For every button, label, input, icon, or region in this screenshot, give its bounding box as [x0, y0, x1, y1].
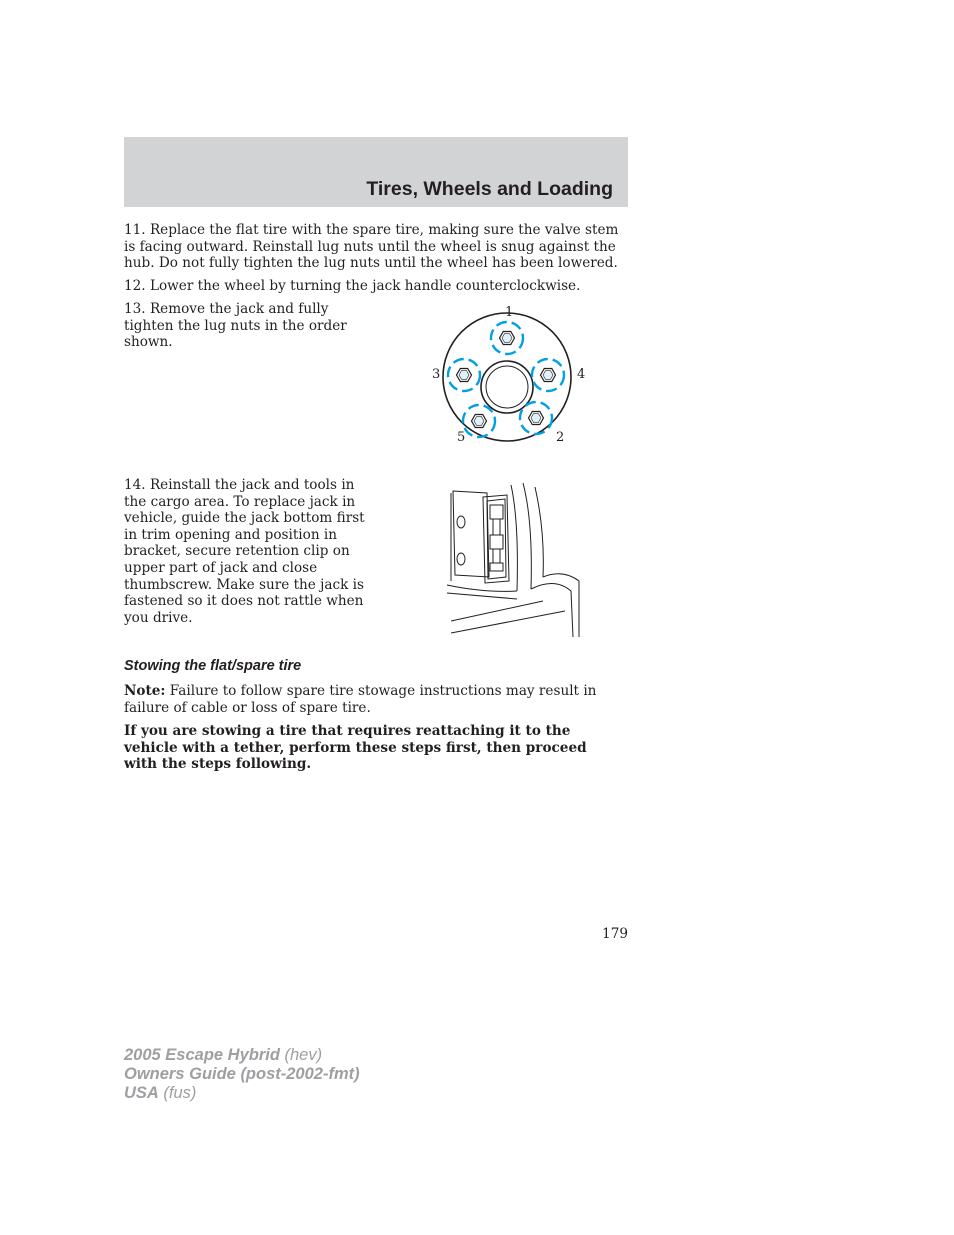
note-paragraph: [124, 683, 624, 716]
footer-guide: Owners Guide (post-2002-fmt): [124, 1065, 360, 1083]
lug-nut-1: [491, 322, 523, 354]
document-footer: [124, 1046, 360, 1103]
lug-labels: [432, 305, 585, 445]
wheel-hub: [481, 361, 533, 413]
step-14: 14. Reinstall the jack and tools in the cargo area. To replace jack in vehicle, guide the jack bottom first in trim opening and position in bracket, secure retention clip on upper part of jack and close thumbscrew. Make sure the jack is fastened so it does not rattle when you drive.: [124, 477, 365, 626]
lug-nut-order-diagram: [425, 300, 595, 450]
footer-model-code: (hev): [279, 1046, 323, 1064]
footer-region-code: (fus): [158, 1084, 197, 1102]
lug-nuts: [448, 322, 564, 437]
footer-model: 2005 Escape Hybrid: [124, 1046, 280, 1064]
lug-label: 1: [505, 305, 514, 320]
section-header-band: [124, 137, 628, 207]
step-12: 12. Lower the wheel by turning the jack handle counterclockwise.: [124, 278, 581, 294]
lug-nut-5: [463, 405, 495, 437]
jack-stowage-illustration: [445, 481, 585, 639]
lug-nut-3: [448, 359, 480, 391]
lug-nut-4: [532, 359, 564, 391]
lug-label: 4: [577, 367, 586, 382]
lug-label: 3: [432, 367, 441, 382]
section-heading: Stowing the flat/spare tire: [124, 658, 302, 674]
step-13: 13. Remove the jack and fully tighten the lug nuts in the order shown.: [124, 301, 347, 351]
note-text: Failure to follow spare tire stowage instructions may result in failure of cable or loss of spare tire.: [124, 683, 597, 716]
tether-instructions: If you are stowing a tire that requires reattaching it to the vehicle with a tether, perform these steps first, then proceed with the steps following.: [124, 723, 587, 773]
lug-label: 2: [556, 430, 565, 445]
note-label: Note:: [124, 683, 166, 699]
page-number: 179: [602, 926, 628, 942]
footer-region: USA: [124, 1084, 159, 1102]
lug-label: 5: [457, 430, 466, 445]
step-11: 11. Replace the flat tire with the spare tire, making sure the valve stem is facing outward. Reinstall lug nuts until the wheel is snug against the hub. Do not fully tighten the lug nuts until the wheel has been lowered.: [124, 222, 619, 272]
section-title: Tires, Wheels and Loading: [366, 178, 613, 200]
